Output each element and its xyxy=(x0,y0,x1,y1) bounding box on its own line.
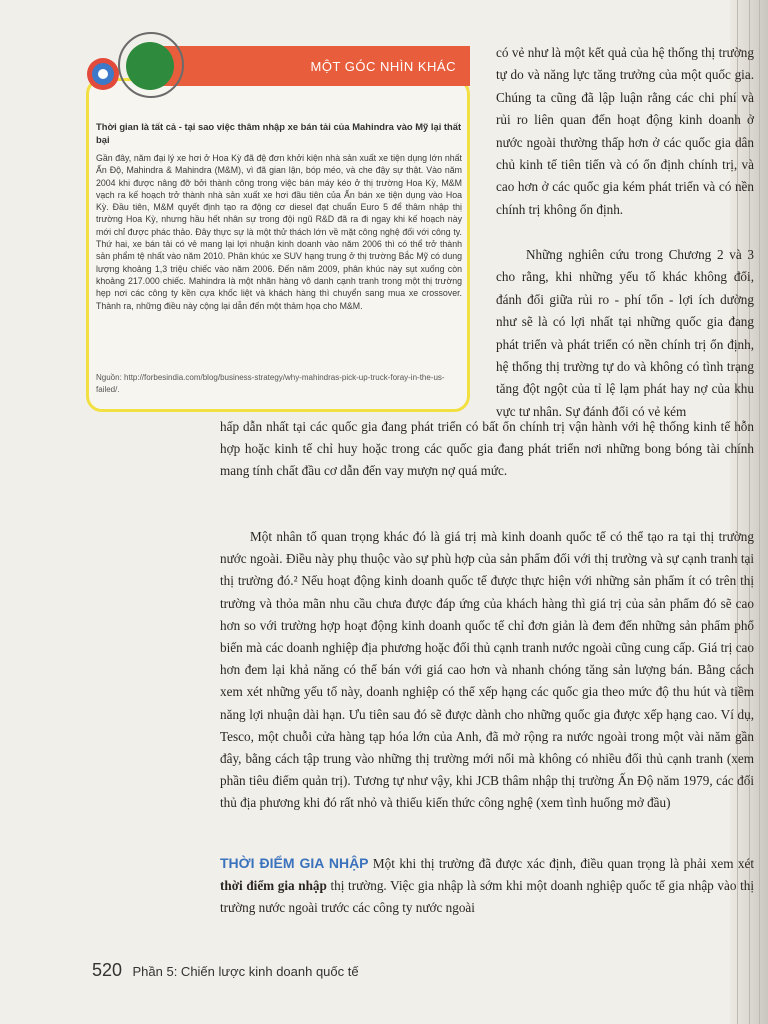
page-footer xyxy=(92,960,492,981)
box-banner-label: MỘT GÓC NHÌN KHÁC xyxy=(310,58,456,74)
page-number: 520 xyxy=(92,960,123,980)
paragraph-value: Một nhân tố quan trọng khác đó là giá trị mà kinh doanh quốc tế có thể tạo ra tại thị trường nước ngoài. Điều này phụ thuộc vào sự phù hợp của sản phẩm đối với thị trường và sự cạnh tranh tại thị trường đó.² Nếu hoạt động kinh doanh quốc tế được thực hiện với những sản phẩm ít có trên thị trường và thỏa mãn nhu cầu chưa được đáp ứng của khách hàng thì giá trị của sản phẩm đó sẽ cao hơn so với trường hợp hoạt động kinh doanh quốc tế chỉ đơn giản là đem đến những sản phẩm phổ biến mà các doanh nghiệp địa phương hoặc đối thủ cạnh tranh nước ngoài cũng cung cấp. Giá trị cao hơn đem lại khả năng có thể bán với giá cao hơn và nhanh chóng tăng sản lượng bán. Bằng cách xem xét những yếu tố này, doanh nghiệp có thể xếp hạng các quốc gia theo mức độ thu hút và tiềm năng lợi nhuận dài hạn. Ưu tiên sau đó sẽ được dành cho những quốc gia được xếp hạng cao. Ví dụ, Tesco, một chuỗi cửa hàng tạp hóa lớn của Anh, đã mở rộng ra nước ngoài trong một vài năm gần đây, bằng cách tập trung vào những thị trường mới nổi mà không có nhiều đối thủ cạnh tranh (xem phần tiêu điểm quản trị). Tương tự như vậy, khi JCB thâm nhập thị trường Ấn Độ năm 1979, các đối thủ địa phương khi đó rất nhỏ và thiếu kiến thức công nghệ (xem tình huống mở đầu) xyxy=(220,529,754,811)
box-body: Gần đây, năm đại lý xe hơi ở Hoa Kỳ đã đệ đơn khởi kiện nhà sản xuất xe tiện dụng lớn nhất Ấn Độ, Mahindra & Mahindra (M&M), vì đã gian lận, bóp méo, và che đậy sự thật. Vào năm 2004 khi được nâng đỡ bởi thành công trong việc bán máy kéo ở thị trường Hoa Kỳ, M&M vạch ra kế hoạch trở thành nhà sản xuất xe hơi đầu tiên của Ấn bán xe tiện dụng vào Hoa Kỳ. Đầu tiên, M&M quyết định tạo ra động cơ diesel đạt chuẩn Euro 5 để thâm nhập thị trường Hoa Kỳ, nhưng hầu hết nhân sự trong đội ngũ R&D đã ra đi ngay khi kế hoạch này mới chỉ được phác thảo. Đây thực sự là một thử thách lớn về mặt công nghệ đối với công ty. Thứ hai, xe bán tải có vẻ mang lại lợi nhuận kinh doanh vào năm 2006 thì có thể trở thành sản phẩm tệ nhất vào năm 2010. Phân khúc xe SUV hạng trung ở thị trường Bắc Mỹ có dung lượng khoảng 1,3 triệu chiếc vào năm 2006. Đến năm 2009, phân khúc này sụt xuống còn khoảng 217.000 chiếc. Mahindra là một nhãn hàng vô danh cạnh tranh trong một thị trường hẹp nơi các công ty kền cựa khốc liệt và khách hàng thì chuyển sang mua xe crossover. Thành ra, những điều này cộng lại dẫn đến một thảm họa cho M&M. xyxy=(96,153,462,311)
green-circle-icon xyxy=(126,42,174,90)
right-column-paragraph-2: Những nghiên cứu trong Chương 2 và 3 cho rằng, khi những yếu tố khác không đổi, đánh đổi giữa rủi ro - phí tổn - lợi ích dường như sẽ là có lợi nhất tại những quốc gia đang phát triển và phát triển có nền chính trị ổn định, hệ thống thị trường tự do và không có tình trạng tăng đột ngột của tỉ lệ lạm phát hay nợ của khu vực tư nhân. Sự đánh đổi có vẻ kém xyxy=(496,247,754,419)
entry-text-a: Một khi thị trường đã được xác định, điều quan trọng là phải xem xét xyxy=(368,856,754,871)
paragraph-entry-timing xyxy=(220,852,754,920)
box-title: Thời gian là tất cả - tại sao việc thâm nhập xe bán tải của Mahindra vào Mỹ lại thất bại xyxy=(96,121,462,145)
page-edge xyxy=(759,0,760,1024)
box-source: Nguồn: http://forbesindia.com/blog/business-strategy/why-mahindras-pick-up-truck-foray-in-the-us-failed/. xyxy=(96,373,445,394)
paragraph-continuation: hấp dẫn nhất tại các quốc gia đang phát triển có bất ổn chính trị vận hành với hệ thống kinh tế hỗn hợp hoặc kinh tế chỉ huy hoặc trong các quốc gia đang phát triển nơi những bong bóng tài chính mang tính chất đầu cơ dẫn đến vay mượn nợ quá mức. xyxy=(220,419,754,479)
entry-text-bold: thời điểm gia nhập xyxy=(220,878,327,894)
right-column-paragraph-1: có vẻ như là một kết quả của hệ thống thị trường tự do và năng lực tăng trưởng của một quốc gia. Chúng ta cũng đã lập luận rằng các chi phí và rủi ro liên quan đến hoạt động kinh doanh ở nước ngoài thường thấp hơn ở các quốc gia dân chủ kinh tế tiên tiến và có ổn định chính trị, và cao hơn ở các quốc gia kém phát triển và có nền chính trị không ổn định. xyxy=(496,45,754,217)
box-banner xyxy=(158,46,470,86)
target-icon-center xyxy=(98,69,108,79)
section-heading: THỜI ĐIỂM GIA NHẬP xyxy=(220,855,369,871)
part-title: Phần 5: Chiến lược kinh doanh quốc tế xyxy=(132,964,359,979)
entry-text-b: thị trường. Việc gia nhập là sớm khi một doanh nghiệp quốc tế gia nhập vào thị trường nước ngoài trước các công ty nước ngoài xyxy=(220,878,754,916)
